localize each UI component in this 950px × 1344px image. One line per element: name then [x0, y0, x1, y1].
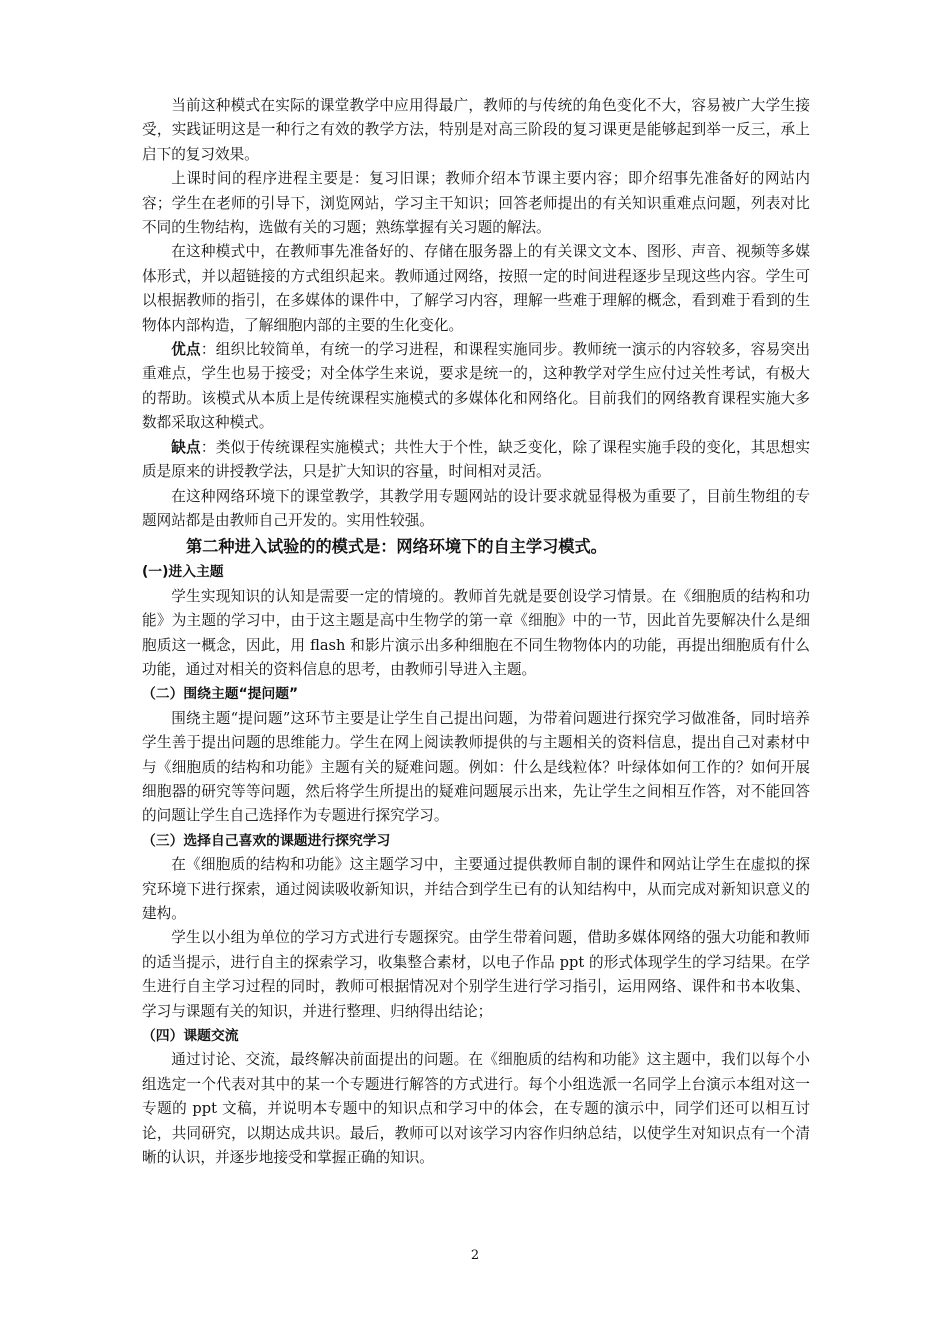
paragraph: 在这种模式中，在教师事先准备好的、存储在服务器上的有关课文文本、图形、声音、视频等多媒体形式，并以超链接的方式组织起来。教师通过网络，按照一定的时间进程逐步呈现这些内容。学生可以根据教师的指引，在多媒体的课件中，了解学习内容，理解一些难于理解的概念，看到难于看到的生物体内部构造，了解细胞内部的主要的生化变化。	[142, 243, 810, 334]
paragraph: 上课时间的程序进程主要是：复习旧课；教师介绍本节课主要内容；即介绍事先准备好的网站内容；学生在老师的引导下，浏览网站，学习主干知识；回答老师提出的有关知识重难点问题，列表对比不同的生物结构，选做有关的习题；熟练掌握有关习题的解法。	[142, 170, 810, 237]
paragraph-advantages	[142, 338, 810, 436]
disadvantages-label: 缺点	[171, 438, 201, 456]
subsection-heading: (一)进入主题	[142, 564, 224, 581]
paragraph: 学生实现知识的认知是需要一定的情境的。教师首先就是要创设学习情景。在《细胞质的结构和功能》为主题的学习中，由于这主题是高中生物学的第一章《细胞》中的一节，因此首先要解决什么是细胞质这一概念，因此，用 flash 和影片演示出多种细胞在不同生物物体内的功能，再提出细胞质有什么功能，通过对相关的资料信息的思考，由教师引导进入主题。	[142, 587, 810, 678]
paragraph-disadvantages	[142, 436, 810, 485]
paragraph: 在这种网络环境下的课堂教学，其教学用专题网站的设计要求就显得极为重要了，目前生物组的专题网站都是由教师自己开发的。实用性较强。	[142, 487, 810, 529]
disadvantages-text: ：类似于传统课程实施模式；共性大于个性，缺乏变化，除了课程实施手段的变化，其思想实质是原来的讲授教学法，只是扩大知识的容量，时间相对灵活。	[142, 438, 810, 481]
advantages-text: ：组织比较简单，有统一的学习进程，和课程实施同步。教师统一演示的内容较多，容易突出重难点，学生也易于接受；对全体学生来说，要求是统一的，这种教学对学生应付过关性考试，有极大的帮助。该模式从本质上是传统课程实施模式的多媒体化和网络化。目前我们的网络教育课程实施大多数都采取这种模式。	[142, 341, 810, 432]
paragraph: 通过讨论、交流，最终解决前面提出的问题。在《细胞质的结构和功能》这主题中，我们以每个小组选定一个代表对其中的某一个专题进行解答的方式进行。每个小组选派一名同学上台演示本组对这一专题的 ppt 文稿，并说明本专题中的知识点和学习中的体会，在专题的演示中，同学们还可以相互讨论，共同研究，以期达成共识。最后，教师可以对该学习内容作归纳总结，以使学生对知识点有一个清晰的认识，并逐步地接受和掌握正确的知识。	[142, 1051, 810, 1167]
subsection-heading: （二）围绕主题“提问题”	[142, 686, 299, 703]
section-title: 第二种进入试验的的模式是：网络环境下的自主学习模式。	[186, 537, 607, 557]
paragraph: 在《细胞质的结构和功能》这主题学习中，主要通过提供教师自制的课件和网站让学生在虚拟的探究环境下进行探索，通过阅读吸收新知识，并结合到学生已有的认知结构中，从而完成对新知识意义的建构。	[142, 856, 810, 922]
paragraph: 当前这种模式在实际的课堂教学中应用得最广，教师的与传统的角色变化不大，容易被广大学生接受，实践证明这是一种行之有效的教学方法，特别是对高三阶段的复习课更是能够起到举一反三，承上启下的复习效果。	[142, 97, 810, 163]
subsection-heading: （四）课题交流	[142, 1028, 239, 1045]
page-number: 2	[470, 1248, 480, 1263]
page-body	[142, 94, 810, 1170]
subsection-heading: （三）选择自己喜欢的课题进行探究学习	[142, 832, 391, 849]
paragraph: 围绕主题“提问题”这环节主要是让学生自己提出问题，为带着问题进行探究学习做准备，同时培养学生善于提出问题的思维能力。学生在网上阅读教师提供的与主题相关的资料信息，提出自己对素材中与《细胞质的结构和功能》主题有关的疑难问题。例如：什么是线粒体？叶绿体如何工作的？如何开展细胞器的研究等等问题，然后将学生所提出的疑难问题展示出来，先让学生之间相互作答，对不能回答的问题让学生自己选择作为专题进行探究学习。	[142, 709, 810, 825]
paragraph: 学生以小组为单位的学习方式进行专题探究。由学生带着问题，借助多媒体网络的强大功能和教师的适当提示，进行自主的探索学习，收集整合素材，以电子作品 ppt 的形式体现学生的学习结果。在学生进行自主学习过程的同时，教师可根据情况对个别学生进行学习指引，运用网络、课件和书本收集、学习与课题有关的知识，并进行整理、归纳得出结论；	[142, 929, 810, 1020]
advantages-label: 优点	[171, 341, 201, 359]
